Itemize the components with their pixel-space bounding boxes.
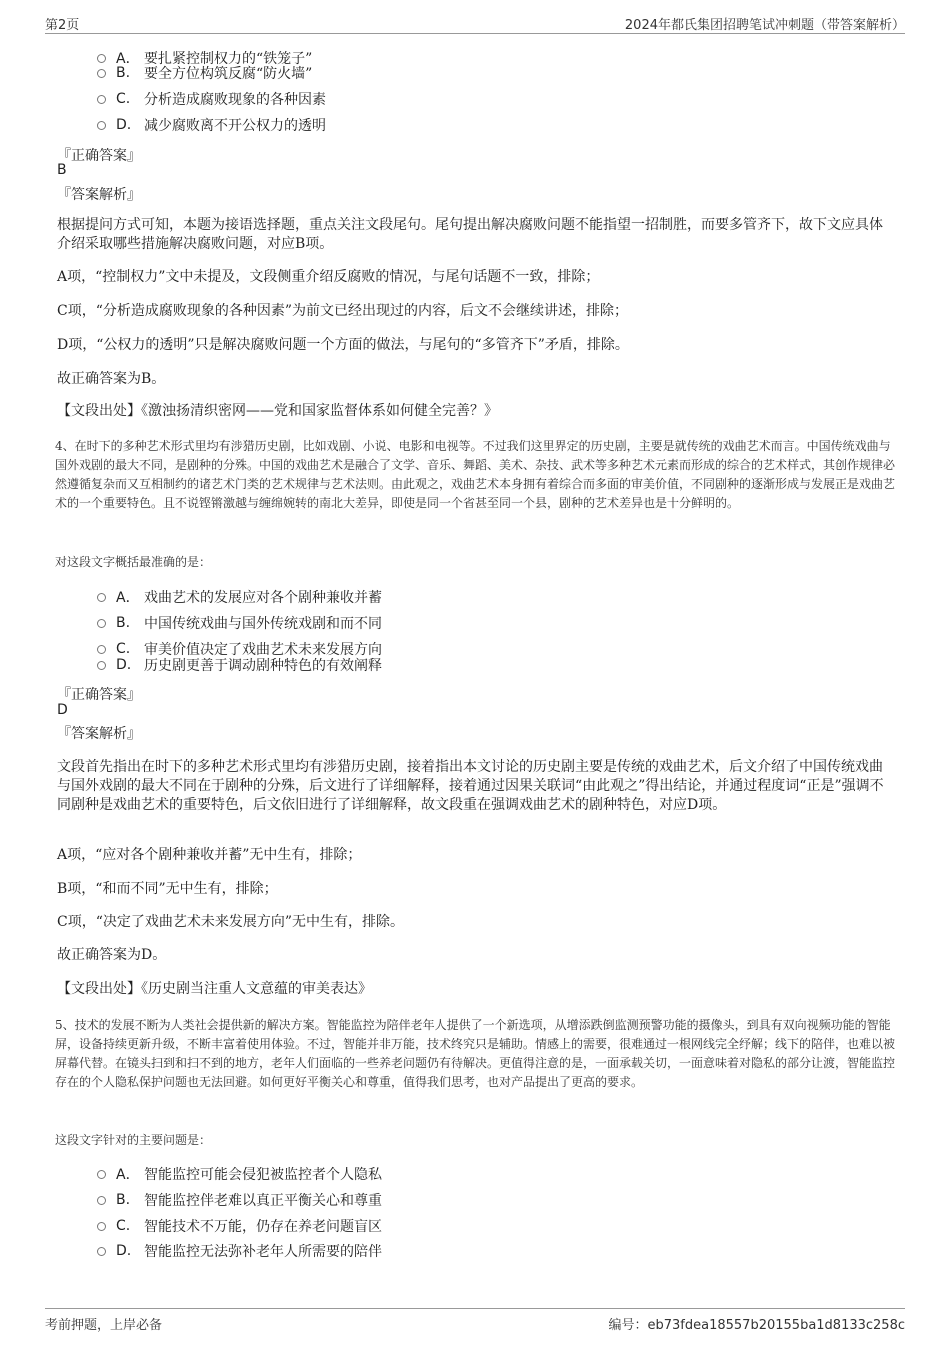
footer-slogan: 考前押题，上岸必备 — [45, 1318, 163, 1333]
q5-option-b[interactable]: B. 智能监控伴老难以真正平衡关心和尊重 — [97, 1190, 382, 1210]
radio-icon[interactable] — [97, 593, 106, 602]
q4-analysis-c: C项，“决定了戏曲艺术未来发展方向”无中生有，排除。 — [57, 914, 405, 930]
q4-stem: 4、在时下的多种艺术形式里均有涉猎历史剧，比如戏剧、小说、电影和电视等。不过我们这里界定的历史剧，主要是就传统的戏曲艺术而言。中国传统戏曲与国外戏剧的最大不同，是剧种的分殊。中国的戏曲艺术是融合了文学、音乐、舞蹈、美术、杂技、武术等多种艺术元素而形成的综合的艺术样式，其创作规律必然遵循复杂而又互相制约的诸艺术门类的艺术规律与艺术法则。由此观之，戏曲艺术本身拥有着综合而多面的审美价值，不同剧种的逐渐形成与发展正是戏曲艺术的一个重要特色。且不说铿锵激越与缠绵婉转的南北大差异，即使是同一个省甚至同一个县，剧种的艺术差异也是十分鲜明的。 — [55, 439, 896, 510]
radio-icon[interactable] — [97, 121, 106, 130]
q4-option-b[interactable]: B. 中国传统戏曲与国外传统戏剧和而不同 — [97, 613, 382, 633]
radio-icon[interactable] — [97, 1196, 106, 1205]
q4-analysis-b: B项，“和而不同”无中生有，排除； — [57, 881, 278, 897]
q4-conclusion: 故正确答案为D。 — [57, 947, 167, 963]
q3-conclusion: 故正确答案为B。 — [57, 371, 166, 387]
q4-option-d[interactable]: D. 历史剧更善于调动剧种特色的有效阐释 — [97, 655, 382, 675]
page-number: 第2页 — [45, 18, 80, 33]
radio-icon[interactable] — [97, 1170, 106, 1179]
q5-option-d[interactable]: D. 智能监控无法弥补老年人所需要的陪伴 — [97, 1241, 382, 1261]
radio-icon[interactable] — [97, 95, 106, 104]
radio-icon[interactable] — [97, 645, 106, 654]
q3-answer: B — [57, 162, 67, 178]
q5-stem: 5、技术的发展不断为人类社会提供新的解决方案。智能监控为陪伴老年人提供了一个新选项，从增添跌倒监测预警功能的摄像头，到具有双向视频功能的智能屏，设备持续更新升级，不断丰富着使用体验。不过，智能并非万能，技术终究只是辅助。情感上的需要，很难通过一根网线完全纾解；线下的陪伴，也难以被屏幕代替。在镜头扫到和扫不到的地方，老年人们面临的一些养老问题仍有待解决。更值得注意的是，一面承载关切，一面意味着对隐私的部分让渡，智能监控存在的个人隐私保护问题也无法回避。如何更好平衡关心和尊重，值得我们思考，也对产品提出了更高的要求。 — [55, 1018, 896, 1089]
q4-option-c[interactable]: C. 审美价值决定了戏曲艺术未来发展方向 — [97, 639, 382, 659]
q5-prompt: 这段文字针对的主要问题是： — [55, 1133, 212, 1147]
header-divider — [45, 33, 905, 34]
q3-option-a[interactable]: A． 要扎紧控制权力的“铁笼子” — [97, 48, 312, 68]
q3-analysis-label: 『答案解析』 — [57, 187, 141, 203]
q4-analysis-main: 文段首先指出在时下的多种艺术形式里均有涉猎历史剧，接着指出本文讨论的历史剧主要是传统的戏曲艺术，后文介绍了中国传统戏曲与国外戏剧的最大不同在于剧种的分殊，后文进行了详细解释，接着通过因果关联词“由此观之”得出结论，并通过程度词“正是”强调不同剧种是戏曲艺术的重要特色，后文依旧进行了详细解释，故文段重在强调戏曲艺术的剧种特色，对应D项。 — [57, 759, 884, 813]
radio-icon[interactable] — [97, 619, 106, 628]
footer-divider — [45, 1308, 905, 1309]
q4-option-a[interactable]: A． 戏曲艺术的发展应对各个剧种兼收并蓄 — [97, 587, 382, 607]
footer-serial: 编号：eb73fdea18557b20155ba1d8133c258c — [608, 1318, 905, 1333]
document-title: 2024年都氏集团招聘笔试冲刺题（带答案解析） — [624, 18, 905, 33]
q3-answer-label: 『正确答案』 — [57, 148, 141, 164]
q3-analysis-main: 根据提问方式可知，本题为接语选择题，重点关注文段尾句。尾句提出解决腐败问题不能指望一招制胜，而要多管齐下，故下文应具体介绍采取哪些措施解决腐败问题，对应B项。 — [57, 217, 883, 252]
q3-option-d[interactable]: D. 减少腐败离不开公权力的透明 — [97, 115, 326, 135]
q5-option-a[interactable]: A． 智能监控可能会侵犯被监控者个人隐私 — [97, 1164, 382, 1184]
q3-option-b[interactable]: B. 要全方位构筑反腐“防火墙” — [97, 63, 312, 83]
q3-analysis-a: A项，“控制权力”文中未提及，文段侧重介绍反腐败的情况，与尾句话题不一致，排除； — [57, 269, 600, 285]
q3-option-c[interactable]: C. 分析造成腐败现象的各种因素 — [97, 89, 326, 109]
q4-prompt: 对这段文字概括最准确的是： — [55, 555, 212, 569]
q4-analysis-label: 『答案解析』 — [57, 726, 141, 742]
q4-answer-label: 『正确答案』 — [57, 687, 141, 703]
radio-icon[interactable] — [97, 54, 106, 63]
radio-icon[interactable] — [97, 1222, 106, 1231]
radio-icon[interactable] — [97, 69, 106, 78]
q3-source: 【文段出处】《激浊扬清织密网——党和国家监督体系如何健全完善？》 — [57, 403, 498, 419]
q4-source: 【文段出处】《历史剧当注重人文意蕴的审美表达》 — [57, 981, 372, 997]
radio-icon[interactable] — [97, 1247, 106, 1256]
q5-option-c[interactable]: C. 智能技术不万能，仍存在养老问题盲区 — [97, 1216, 382, 1236]
q4-answer: D — [57, 702, 68, 718]
q3-analysis-c: C项，“分析造成腐败现象的各种因素”为前文已经出现过的内容，后文不会继续讲述，排除； — [57, 303, 629, 319]
radio-icon[interactable] — [97, 661, 106, 670]
q3-analysis-d: D项，“公权力的透明”只是解决腐败问题一个方面的做法，与尾句的“多管齐下”矛盾，排除。 — [57, 337, 629, 353]
q4-analysis-a: A项，“应对各个剧种兼收并蓄”无中生有，排除； — [57, 847, 362, 863]
